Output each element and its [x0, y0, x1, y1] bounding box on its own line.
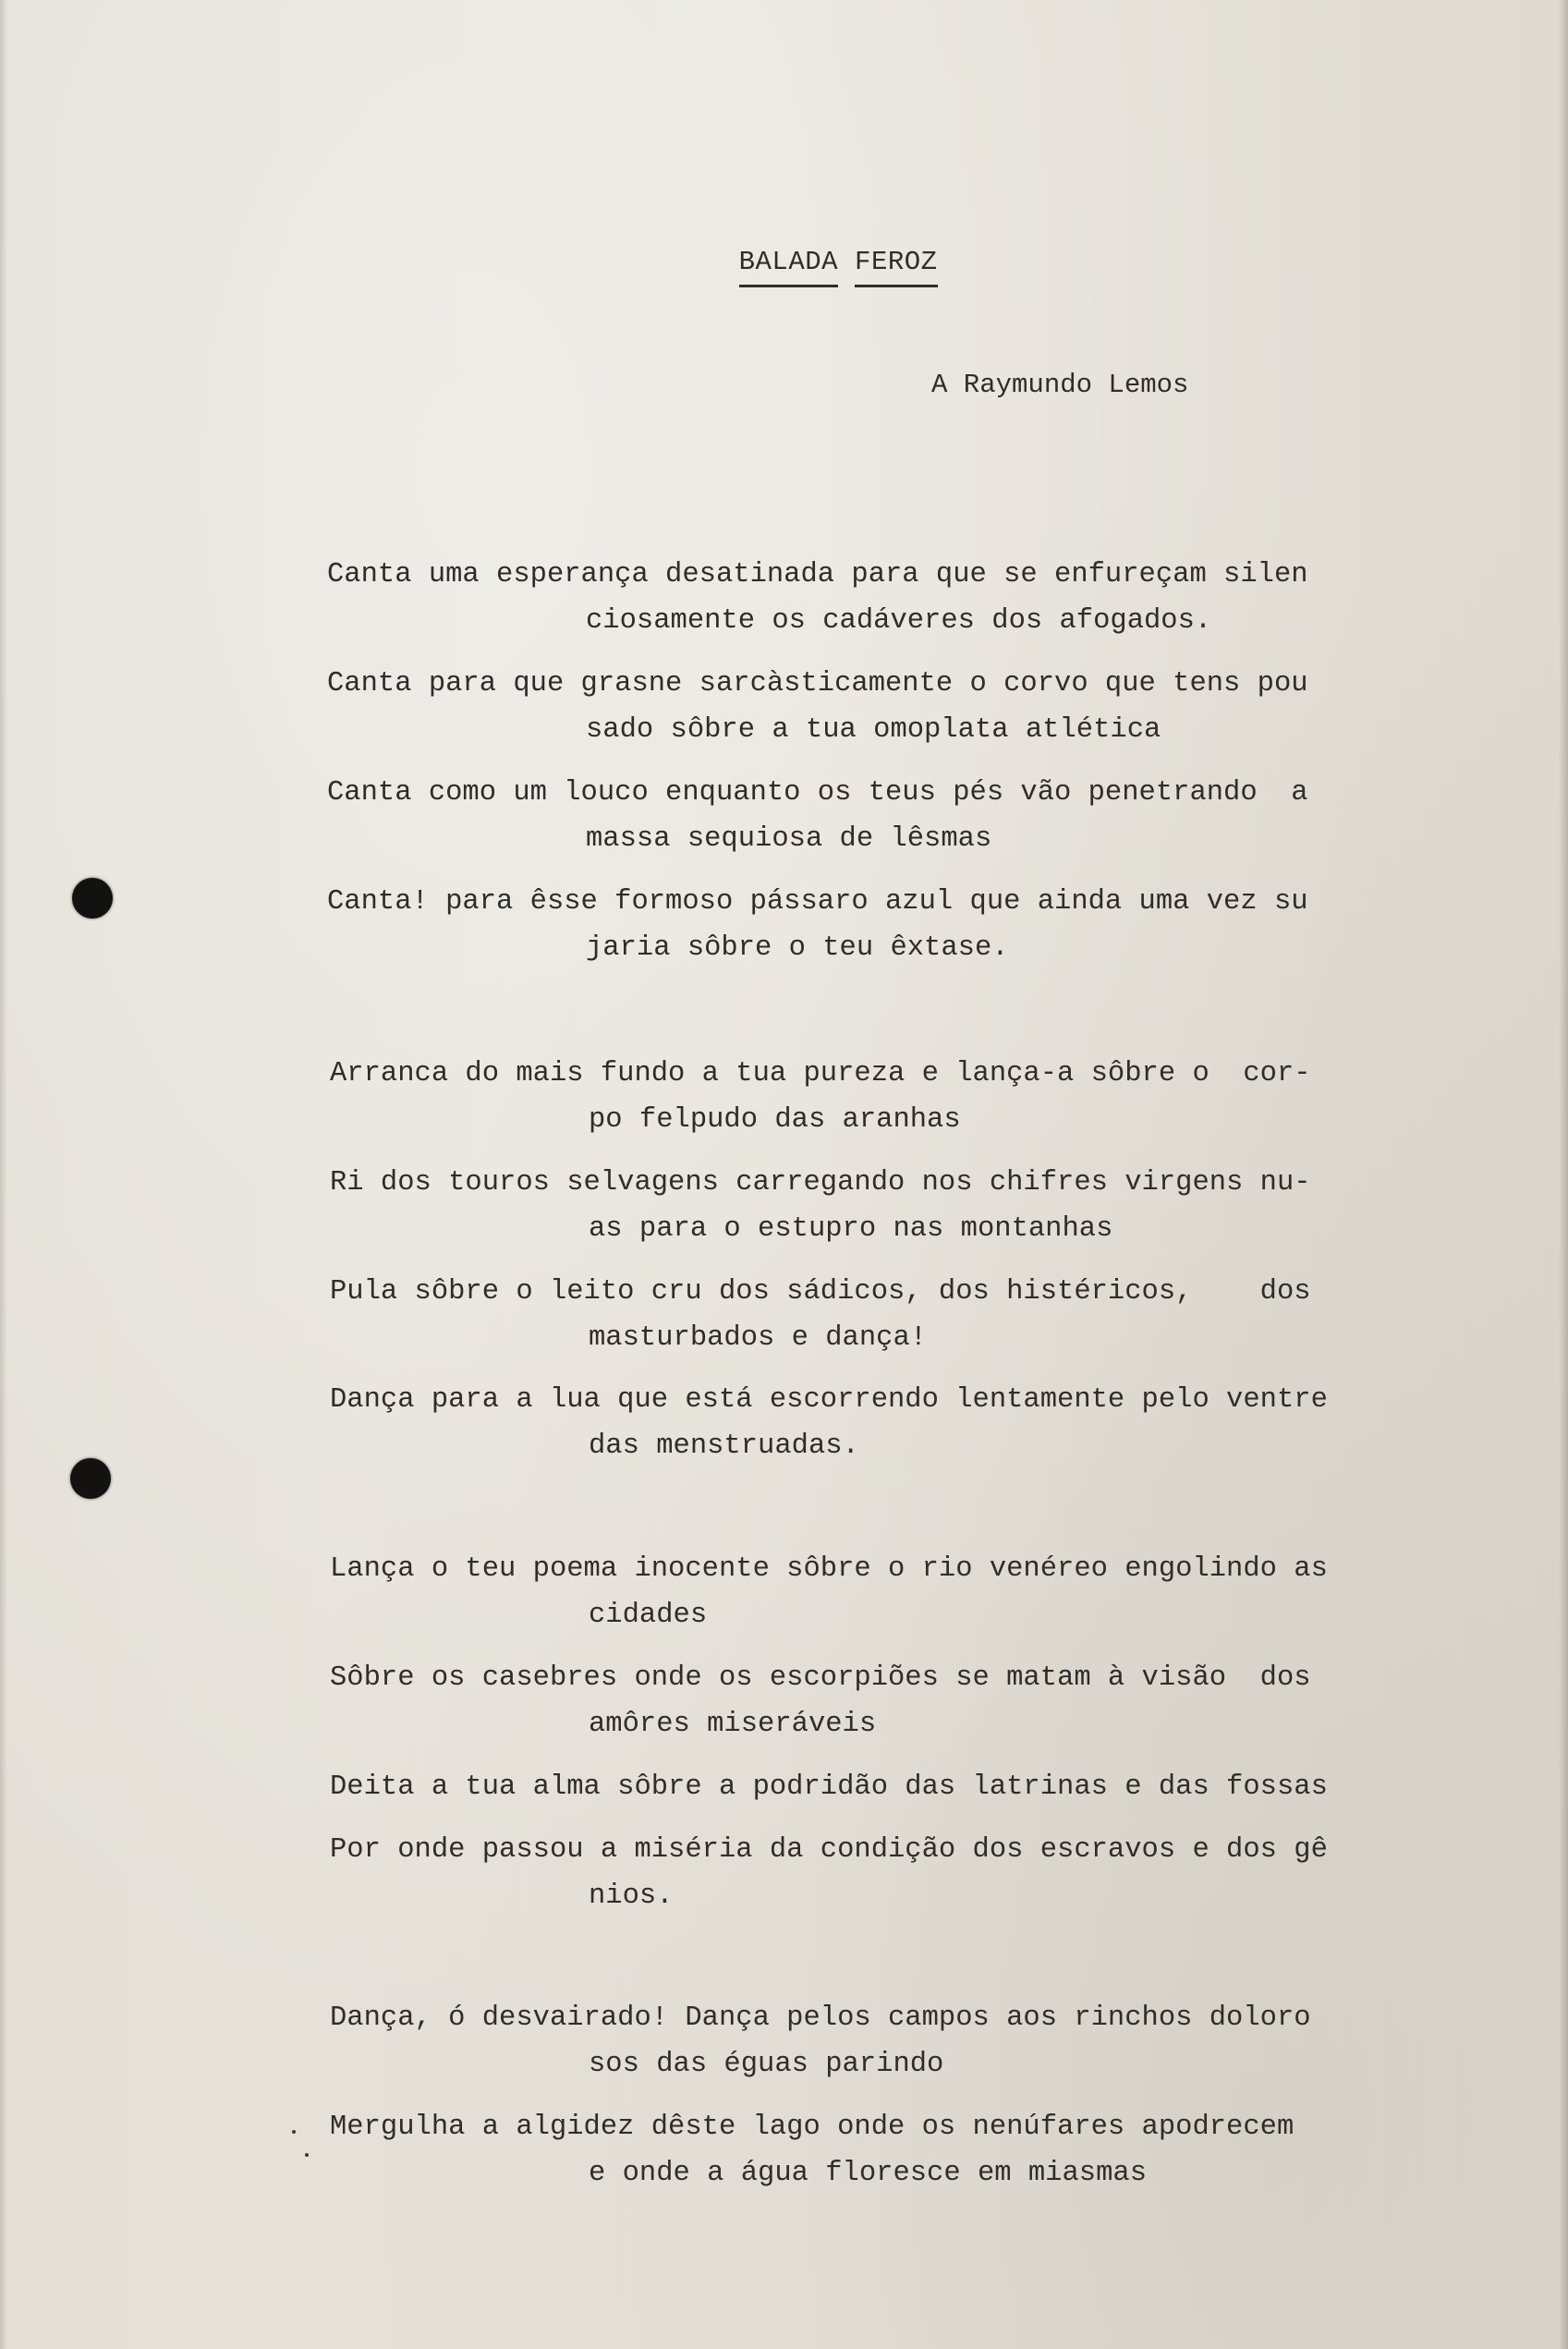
poem-line: Dança para a lua que está escorrendo lentamente pelo ventre [330, 1384, 1328, 1416]
poem-line: Canta! para êsse formoso pássaro azul que ainda uma vez su [327, 886, 1308, 918]
poem-line: Deita a tua alma sôbre a podridão das latrinas e das fossas [330, 1771, 1328, 1803]
poem-line: Dança, ó desvairado! Dança pelos campos aos rinchos doloro [330, 2002, 1311, 2034]
poem-line-continuation: masturbados e dança! [589, 1322, 928, 1354]
title-word-2: FEROZ [855, 247, 938, 287]
poem-line-continuation: das menstruadas. [589, 1430, 859, 1462]
poem-line: Canta como um louco enquanto os teus pés vão penetrando a [327, 777, 1308, 809]
poem-line: Canta uma esperança desatinada para que se enfureçam silen [327, 559, 1308, 590]
poem-line-continuation: e onde a água floresce em miasmas [589, 2158, 1147, 2189]
punch-hole-bottom [70, 1458, 111, 1499]
poem-line-continuation: massa sequiosa de lêsmas [586, 823, 992, 855]
poem-line: Ri dos touros selvagens carregando nos chifres virgens nu- [330, 1167, 1311, 1199]
poem-line: Sôbre os casebres onde os escorpiões se matam à visão dos [330, 1662, 1311, 1694]
poem-line: Lança o teu poema inocente sôbre o rio venéreo engolindo as [330, 1553, 1328, 1585]
page-edge-right [1559, 0, 1568, 2349]
poem-line-continuation: po felpudo das aranhas [589, 1104, 961, 1136]
poem-line-continuation: sado sôbre a tua omoplata atlética [586, 714, 1161, 746]
poem-line-continuation: ciosamente os cadáveres dos afogados. [586, 605, 1212, 637]
poem-line: Pula sôbre o leito cru dos sádicos, dos histéricos, dos [330, 1276, 1311, 1308]
ink-speck [292, 2130, 296, 2134]
poem-line-continuation: jaria sôbre o teu êxtase. [586, 932, 1009, 964]
page-edge-left [0, 0, 7, 2349]
ink-speck [305, 2153, 309, 2157]
poem-line-continuation: as para o estupro nas montanhas [589, 1213, 1113, 1245]
poem-line: Mergulha a algidez dêste lago onde os nenúfares apodrecem [330, 2112, 1295, 2143]
poem-line-continuation: sos das éguas parindo [589, 2049, 944, 2080]
poem-line-continuation: cidades [589, 1600, 708, 1631]
poem-line-continuation: nios. [589, 1880, 674, 1912]
poem-title [673, 216, 938, 318]
poem-line-continuation: amôres miseráveis [589, 1709, 877, 1740]
poem-line: Por onde passou a miséria da condição dos escravos e dos gê [330, 1834, 1328, 1866]
title-word-1: BALADA [739, 247, 838, 287]
dedication: A Raymundo Lemos [931, 370, 1189, 400]
punch-hole-top [72, 878, 113, 919]
poem-line: Canta para que grasne sarcàsticamente o corvo que tens pou [327, 668, 1308, 700]
poem-line: Arranca do mais fundo a tua pureza e lança-a sôbre o cor- [330, 1058, 1311, 1089]
